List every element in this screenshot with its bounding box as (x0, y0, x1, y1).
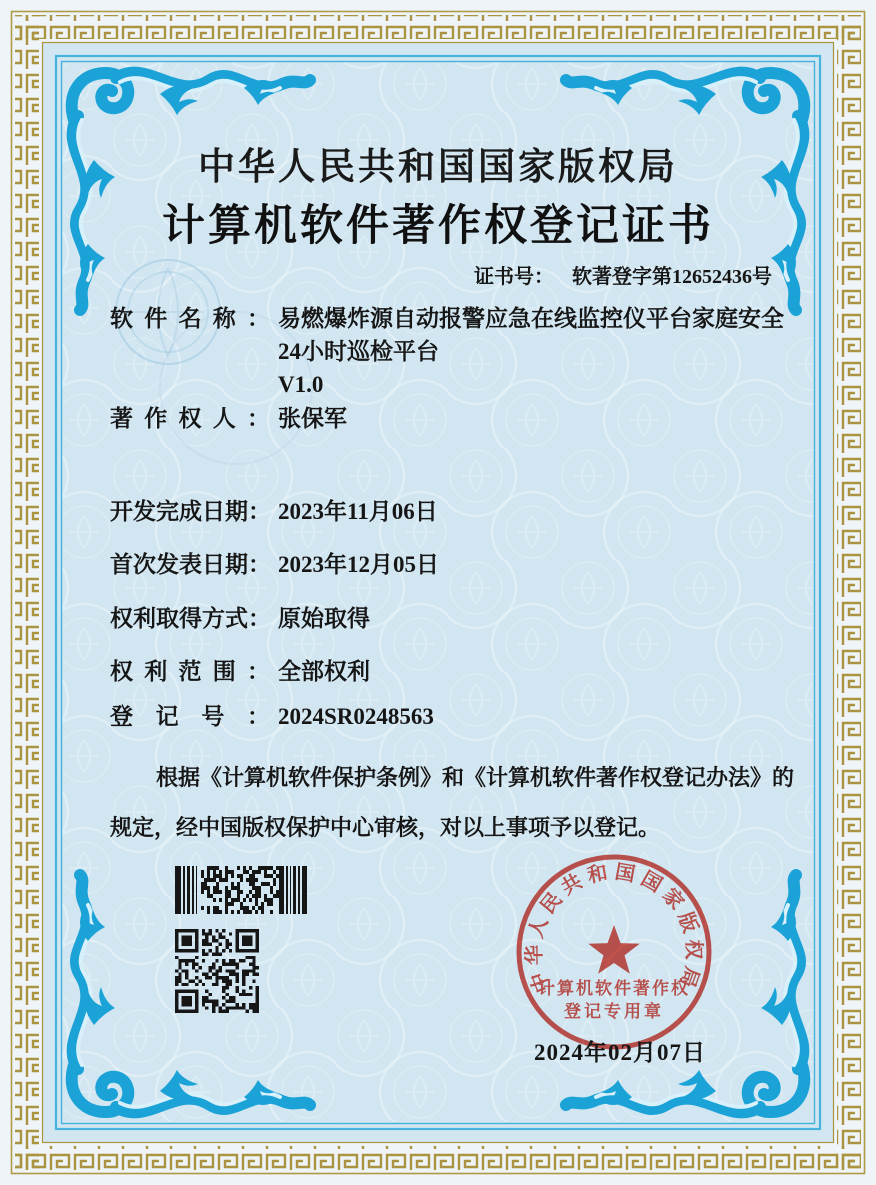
certificate-number-value: 软著登字第12652436号 (572, 266, 772, 288)
seal-text-line-2: 登记专用章 (564, 1002, 664, 1021)
rights-scope-label: 权利范围： (110, 659, 270, 684)
registration-no-label: 登记号： (110, 704, 270, 729)
rights-scope-value: 全部权利 (278, 659, 370, 684)
registration-statement (110, 753, 800, 853)
copyright-owner-label: 著作权人： (110, 406, 270, 431)
field-software-name (110, 302, 784, 401)
certificate-number-label: 证书号： (474, 266, 554, 288)
star-icon (588, 925, 639, 974)
barcode-image (175, 866, 307, 914)
authority-title: 中华人民共和国国家版权局 (198, 147, 678, 188)
statement-line-1: 根据《计算机软件保护条例》和《计算机软件著作权登记办法》的 (156, 765, 795, 790)
dev-complete-date-value: 2023年11月06日 (278, 499, 438, 524)
official-seal (504, 842, 724, 1062)
field-dev-complete-date (110, 495, 438, 528)
registration-no-value: 2024SR0248563 (278, 704, 434, 729)
rights-acquisition-label: 权利取得方式： (110, 606, 271, 631)
field-rights-acquisition (110, 602, 370, 635)
certificate-title: 计算机软件著作权登记证书 (162, 203, 714, 250)
statement-line-2: 规定，经中国版权保护中心审核，对以上事项予以登记。 (110, 815, 661, 840)
field-registration-no (110, 700, 434, 733)
copyright-owner-value: 张保军 (278, 406, 347, 431)
certificate-number-line (474, 260, 772, 289)
rights-acquisition-value: 原始取得 (278, 606, 370, 631)
first-publish-date-label: 首次发表日期： (110, 552, 271, 577)
field-first-publish-date (110, 548, 439, 581)
field-rights-scope (110, 655, 370, 688)
software-name-value: 易燃爆炸源自动报警应急在线监控仪平台家庭安全 24小时巡检平台 V1.0 (278, 306, 784, 397)
seal-ring-text: 中华人民共和国国家版权局 (523, 861, 705, 996)
software-name-label: 软件名称： (110, 306, 270, 331)
dev-complete-date-label: 开发完成日期： (110, 499, 271, 524)
seal-text-line-1: 计算机软件著作权 (538, 979, 690, 998)
field-copyright-owner (110, 402, 347, 435)
qr-code-image (175, 929, 259, 1013)
first-publish-date-value: 2023年12月05日 (278, 552, 439, 577)
issue-date: 2024年02月07日 (534, 1040, 706, 1065)
